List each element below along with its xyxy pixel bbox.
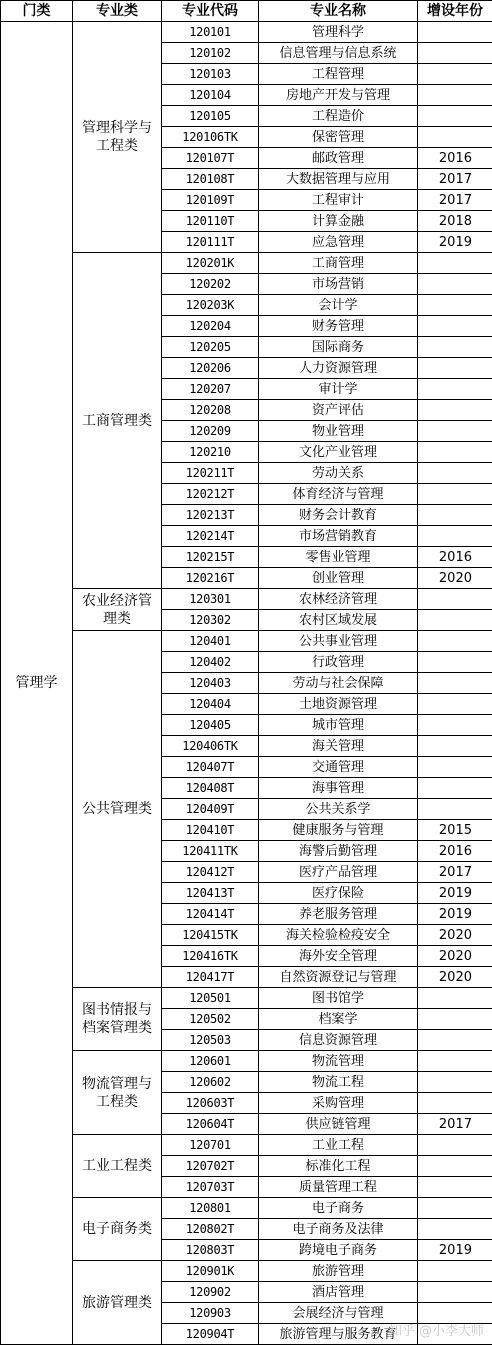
major-name-cell: 邮政管理 <box>259 148 418 169</box>
year-added-cell <box>418 379 492 400</box>
category-cell: 公共管理类 <box>73 631 162 988</box>
major-name-cell: 医疗产品管理 <box>259 862 418 883</box>
major-code-cell: 120803T <box>162 1240 259 1261</box>
major-code-cell: 120408T <box>162 778 259 799</box>
table-row <box>1 1261 492 1282</box>
major-name-cell: 信息管理与信息系统 <box>259 43 418 64</box>
category-cell: 管理科学与工程类 <box>73 22 162 253</box>
major-code-cell: 120702T <box>162 1156 259 1177</box>
major-name-cell: 国际商务 <box>259 337 418 358</box>
year-added-cell: 2020 <box>418 925 492 946</box>
year-added-cell <box>418 484 492 505</box>
major-code-cell: 120414T <box>162 904 259 925</box>
major-name-cell: 档案学 <box>259 1009 418 1030</box>
major-code-cell: 120203K <box>162 295 259 316</box>
year-added-cell: 2020 <box>418 568 492 589</box>
major-code-cell: 120207 <box>162 379 259 400</box>
year-added-cell <box>418 85 492 106</box>
major-name-cell: 供应链管理 <box>259 1114 418 1135</box>
year-added-cell: 2015 <box>418 820 492 841</box>
year-added-cell <box>418 1051 492 1072</box>
table-row <box>1 1198 492 1219</box>
year-added-cell: 2016 <box>418 841 492 862</box>
major-code-cell: 120210 <box>162 442 259 463</box>
major-code-cell: 120604T <box>162 1114 259 1135</box>
year-added-cell <box>418 1156 492 1177</box>
year-added-cell: 2018 <box>418 211 492 232</box>
major-code-cell: 120108T <box>162 169 259 190</box>
year-added-cell <box>418 1177 492 1198</box>
year-added-cell <box>418 400 492 421</box>
category-cell: 工商管理类 <box>73 253 162 589</box>
major-name-cell: 大数据管理与应用 <box>259 169 418 190</box>
major-code-cell: 120101 <box>162 22 259 43</box>
major-code-cell: 120301 <box>162 589 259 610</box>
year-added-cell <box>418 589 492 610</box>
year-added-cell <box>418 463 492 484</box>
year-added-cell <box>418 1219 492 1240</box>
major-name-cell: 财务管理 <box>259 316 418 337</box>
major-name-cell: 会计学 <box>259 295 418 316</box>
major-name-cell: 创业管理 <box>259 568 418 589</box>
header-row <box>1 1 492 22</box>
major-name-cell: 应急管理 <box>259 232 418 253</box>
major-code-cell: 120212T <box>162 484 259 505</box>
year-added-cell <box>418 652 492 673</box>
major-name-cell: 工业工程 <box>259 1135 418 1156</box>
major-name-cell: 房地产开发与管理 <box>259 85 418 106</box>
major-code-cell: 120104 <box>162 85 259 106</box>
year-added-cell: 2020 <box>418 967 492 988</box>
major-code-cell: 120211T <box>162 463 259 484</box>
major-code-cell: 120415TK <box>162 925 259 946</box>
major-code-cell: 120107T <box>162 148 259 169</box>
major-code-cell: 120902 <box>162 1282 259 1303</box>
major-name-cell: 土地资源管理 <box>259 694 418 715</box>
major-name-cell: 资产评估 <box>259 400 418 421</box>
major-code-cell: 120202 <box>162 274 259 295</box>
major-name-cell: 养老服务管理 <box>259 904 418 925</box>
header-door: 门类 <box>1 1 73 22</box>
year-added-cell <box>418 1072 492 1093</box>
year-added-cell <box>418 1009 492 1030</box>
year-added-cell <box>418 127 492 148</box>
major-code-cell: 120603T <box>162 1093 259 1114</box>
year-added-cell <box>418 715 492 736</box>
major-code-cell: 120503 <box>162 1030 259 1051</box>
table-row <box>1 1051 492 1072</box>
year-added-cell <box>418 64 492 85</box>
major-name-cell: 采购管理 <box>259 1093 418 1114</box>
year-added-cell: 2016 <box>418 547 492 568</box>
watermark: 知乎 @小李大师 <box>388 1324 484 1339</box>
major-code-cell: 120502 <box>162 1009 259 1030</box>
major-name-cell: 人力资源管理 <box>259 358 418 379</box>
year-added-cell <box>418 421 492 442</box>
table-row <box>1 589 492 610</box>
year-added-cell <box>418 1030 492 1051</box>
table-row <box>1 1135 492 1156</box>
major-code-cell: 120403 <box>162 673 259 694</box>
year-added-cell <box>418 1261 492 1282</box>
table-row <box>1 988 492 1009</box>
year-added-cell <box>418 988 492 1009</box>
major-name-cell: 农林经济管理 <box>259 589 418 610</box>
year-added-cell <box>418 337 492 358</box>
year-added-cell: 2017 <box>418 169 492 190</box>
major-name-cell: 健康服务与管理 <box>259 820 418 841</box>
major-code-cell: 120903 <box>162 1303 259 1324</box>
major-code-cell: 120111T <box>162 232 259 253</box>
major-code-cell: 120417T <box>162 967 259 988</box>
major-name-cell: 海警后勤管理 <box>259 841 418 862</box>
major-name-cell: 酒店管理 <box>259 1282 418 1303</box>
major-code-cell: 120901K <box>162 1261 259 1282</box>
year-added-cell <box>418 316 492 337</box>
year-added-cell <box>418 610 492 631</box>
major-name-cell: 海事管理 <box>259 778 418 799</box>
major-code-cell: 120209 <box>162 421 259 442</box>
major-name-cell: 零售业管理 <box>259 547 418 568</box>
major-code-cell: 120106TK <box>162 127 259 148</box>
header-major-name: 专业名称 <box>259 1 418 22</box>
major-code-cell: 120205 <box>162 337 259 358</box>
major-name-cell: 文化产业管理 <box>259 442 418 463</box>
major-name-cell: 海关检验检疫安全 <box>259 925 418 946</box>
year-added-cell: 2019 <box>418 883 492 904</box>
major-name-cell: 管理科学 <box>259 22 418 43</box>
year-added-cell <box>418 778 492 799</box>
major-code-cell: 120302 <box>162 610 259 631</box>
major-code-cell: 120602 <box>162 1072 259 1093</box>
major-code-cell: 120401 <box>162 631 259 652</box>
major-name-cell: 物流工程 <box>259 1072 418 1093</box>
year-added-cell <box>418 694 492 715</box>
major-name-cell: 信息资源管理 <box>259 1030 418 1051</box>
major-name-cell: 体育经济与管理 <box>259 484 418 505</box>
category-cell: 农业经济管理类 <box>73 589 162 631</box>
major-code-cell: 120501 <box>162 988 259 1009</box>
major-code-cell: 120213T <box>162 505 259 526</box>
year-added-cell <box>418 736 492 757</box>
year-added-cell <box>418 1303 492 1324</box>
major-name-cell: 工商管理 <box>259 253 418 274</box>
year-added-cell: 2017 <box>418 1114 492 1135</box>
header-code: 专业代码 <box>162 1 259 22</box>
year-added-cell <box>418 1135 492 1156</box>
major-code-cell: 120406TK <box>162 736 259 757</box>
year-added-cell <box>418 505 492 526</box>
major-code-cell: 120601 <box>162 1051 259 1072</box>
major-name-cell: 劳动与社会保障 <box>259 673 418 694</box>
major-name-cell: 质量管理工程 <box>259 1177 418 1198</box>
major-name-cell: 跨境电子商务 <box>259 1240 418 1261</box>
table-row <box>1 253 492 274</box>
major-code-cell: 120802T <box>162 1219 259 1240</box>
major-name-cell: 标准化工程 <box>259 1156 418 1177</box>
major-name-cell: 保密管理 <box>259 127 418 148</box>
year-added-cell <box>418 631 492 652</box>
category-cell: 旅游管理类 <box>73 1261 162 1345</box>
year-added-cell <box>418 274 492 295</box>
year-added-cell <box>418 1093 492 1114</box>
year-added-cell <box>418 442 492 463</box>
major-name-cell: 海关管理 <box>259 736 418 757</box>
category-cell: 电子商务类 <box>73 1198 162 1261</box>
major-name-cell: 物业管理 <box>259 421 418 442</box>
category-cell: 物流管理与工程类 <box>73 1051 162 1135</box>
major-name-cell: 交通管理 <box>259 757 418 778</box>
major-code-cell: 120109T <box>162 190 259 211</box>
major-name-cell: 图书馆学 <box>259 988 418 1009</box>
major-code-cell: 120404 <box>162 694 259 715</box>
major-code-cell: 120703T <box>162 1177 259 1198</box>
year-added-cell: 2019 <box>418 904 492 925</box>
year-added-cell: 2019 <box>418 232 492 253</box>
major-code-cell: 120214T <box>162 526 259 547</box>
year-added-cell <box>418 295 492 316</box>
major-name-cell: 行政管理 <box>259 652 418 673</box>
year-added-cell: 2019 <box>418 1240 492 1261</box>
major-name-cell: 工程审计 <box>259 190 418 211</box>
year-added-cell <box>418 1282 492 1303</box>
category-cell: 图书情报与档案管理类 <box>73 988 162 1051</box>
year-added-cell <box>418 22 492 43</box>
major-code-cell: 120110T <box>162 211 259 232</box>
major-name-cell: 自然资源登记与管理 <box>259 967 418 988</box>
major-name-cell: 旅游管理与服务教育 <box>259 1324 418 1345</box>
major-code-cell: 120801 <box>162 1198 259 1219</box>
major-name-cell: 公共事业管理 <box>259 631 418 652</box>
year-added-cell <box>418 1324 492 1345</box>
year-added-cell: 2016 <box>418 148 492 169</box>
major-name-cell: 会展经济与管理 <box>259 1303 418 1324</box>
major-code-cell: 120413T <box>162 883 259 904</box>
year-added-cell <box>418 253 492 274</box>
major-code-cell: 120102 <box>162 43 259 64</box>
major-name-cell: 海外安全管理 <box>259 946 418 967</box>
major-name-cell: 公共关系学 <box>259 799 418 820</box>
major-code-cell: 120904T <box>162 1324 259 1345</box>
year-added-cell: 2017 <box>418 190 492 211</box>
major-name-cell: 城市管理 <box>259 715 418 736</box>
year-added-cell <box>418 1198 492 1219</box>
major-name-cell: 审计学 <box>259 379 418 400</box>
major-code-cell: 120103 <box>162 64 259 85</box>
category-cell: 工业工程类 <box>73 1135 162 1198</box>
year-added-cell <box>418 43 492 64</box>
major-code-cell: 120204 <box>162 316 259 337</box>
table-body <box>1 22 492 1345</box>
major-name-cell: 工程管理 <box>259 64 418 85</box>
table-row <box>1 631 492 652</box>
door-cell: 管理学 <box>1 22 73 1345</box>
table-row <box>1 22 492 43</box>
major-code-cell: 120201K <box>162 253 259 274</box>
year-added-cell <box>418 757 492 778</box>
major-code-cell: 120105 <box>162 106 259 127</box>
header-year-added: 增设年份 <box>418 1 492 22</box>
major-code-cell: 120402 <box>162 652 259 673</box>
major-name-cell: 工程造价 <box>259 106 418 127</box>
major-code-cell: 120416TK <box>162 946 259 967</box>
major-name-cell: 劳动关系 <box>259 463 418 484</box>
year-added-cell <box>418 358 492 379</box>
year-added-cell: 2020 <box>418 946 492 967</box>
major-code-cell: 120405 <box>162 715 259 736</box>
year-added-cell <box>418 799 492 820</box>
year-added-cell <box>418 673 492 694</box>
year-added-cell <box>418 526 492 547</box>
major-code-cell: 120206 <box>162 358 259 379</box>
major-code-cell: 120412T <box>162 862 259 883</box>
major-name-cell: 市场营销教育 <box>259 526 418 547</box>
year-added-cell <box>418 106 492 127</box>
major-name-cell: 财务会计教育 <box>259 505 418 526</box>
year-added-cell: 2017 <box>418 862 492 883</box>
major-name-cell: 电子商务及法律 <box>259 1219 418 1240</box>
major-code-cell: 120410T <box>162 820 259 841</box>
major-code-cell: 120216T <box>162 568 259 589</box>
major-code-cell: 120407T <box>162 757 259 778</box>
major-name-cell: 医疗保险 <box>259 883 418 904</box>
major-code-cell: 120208 <box>162 400 259 421</box>
major-code-cell: 120411TK <box>162 841 259 862</box>
major-name-cell: 计算金融 <box>259 211 418 232</box>
header-category: 专业类 <box>73 1 162 22</box>
major-code-cell: 120215T <box>162 547 259 568</box>
major-name-cell: 电子商务 <box>259 1198 418 1219</box>
major-code-cell: 120701 <box>162 1135 259 1156</box>
major-name-cell: 旅游管理 <box>259 1261 418 1282</box>
major-name-cell: 农村区域发展 <box>259 610 418 631</box>
major-name-cell: 市场营销 <box>259 274 418 295</box>
major-code-cell: 120409T <box>162 799 259 820</box>
major-name-cell: 物流管理 <box>259 1051 418 1072</box>
